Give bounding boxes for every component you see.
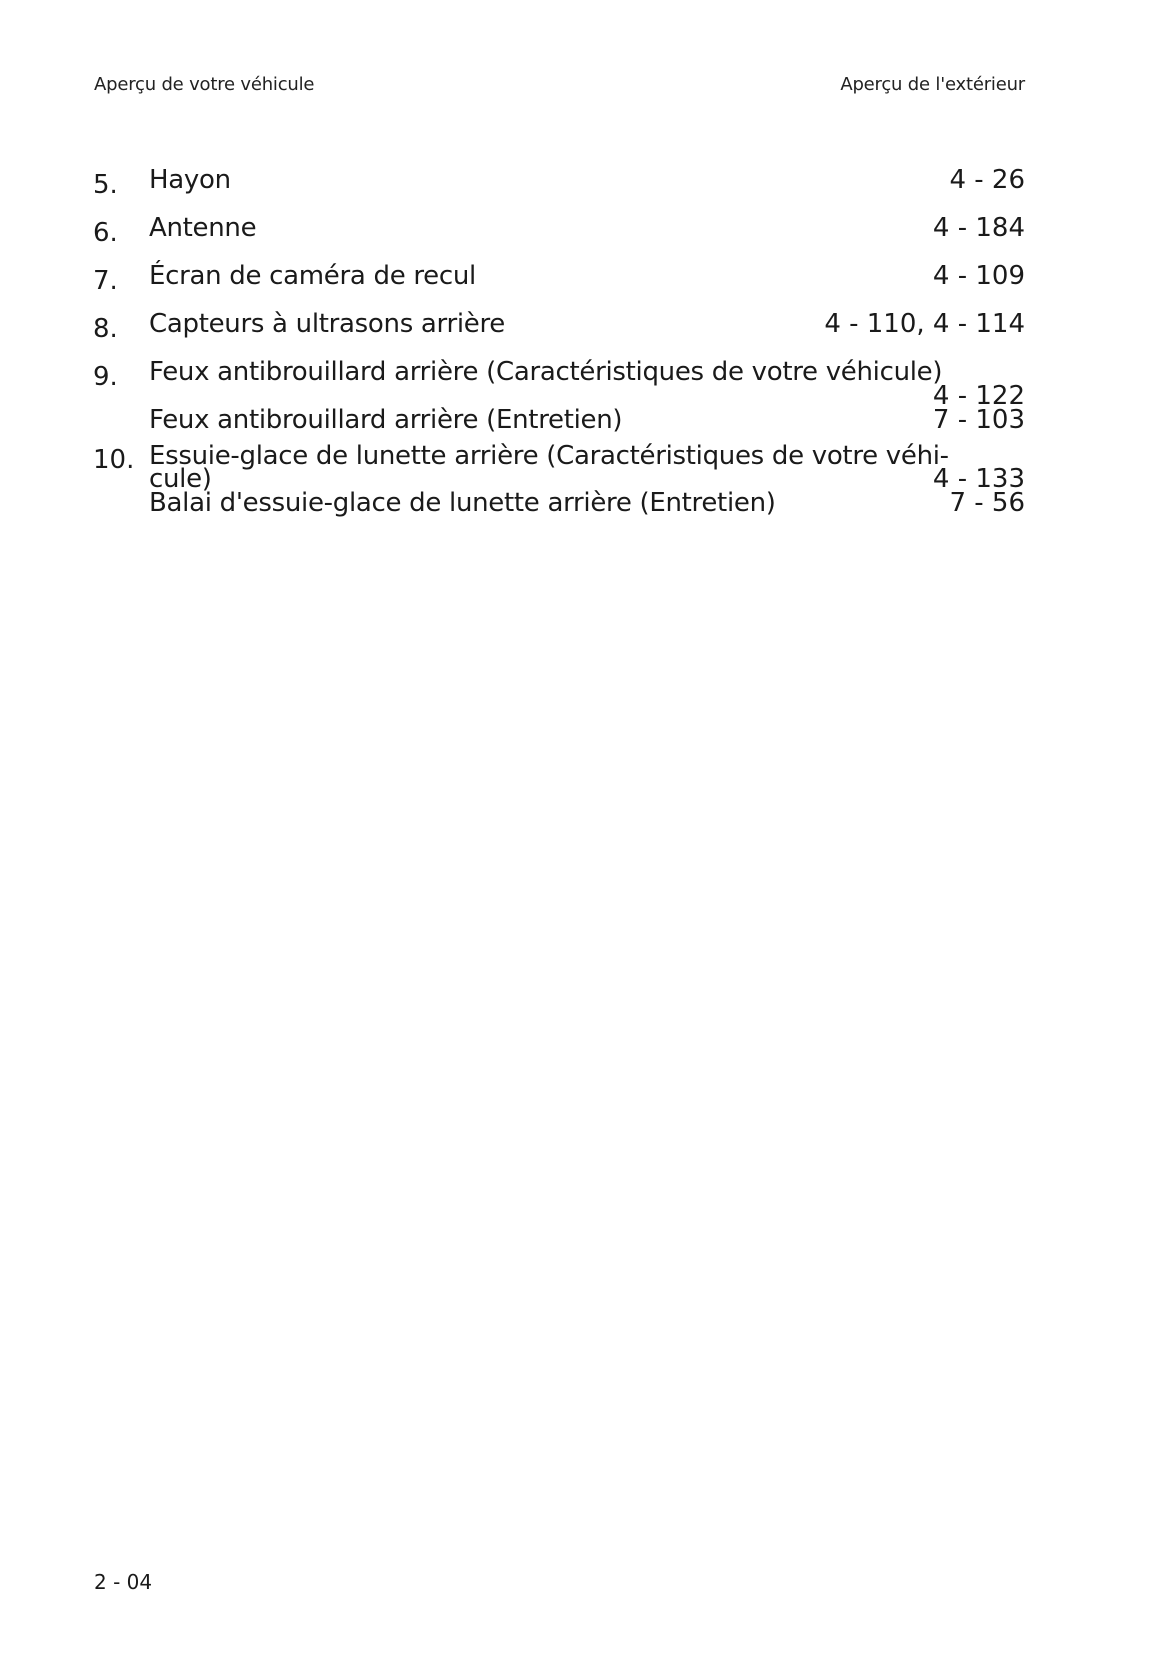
item-label: Écran de caméra de recul xyxy=(149,261,476,291)
item-number: 9. xyxy=(93,362,118,392)
item-page-ref: 4 - 110, 4 - 114 xyxy=(824,309,1025,339)
item-number: 8. xyxy=(93,314,118,344)
item-number: 5. xyxy=(93,170,118,200)
item-number: 10. xyxy=(93,445,135,475)
item-label-line2: cule) xyxy=(149,464,212,494)
item-sub-page-ref: 7 - 56 xyxy=(949,488,1025,518)
running-header-section: Aperçu de l'extérieur xyxy=(840,74,1025,95)
item-page-ref: 4 - 122 xyxy=(932,381,1025,411)
item-label: Hayon xyxy=(149,165,231,195)
item-number: 6. xyxy=(93,218,118,248)
item-page-ref: 4 - 26 xyxy=(949,165,1025,195)
item-label-line1: Essuie-glace de lunette arrière (Caractéristiques de votre véhi- xyxy=(149,441,949,471)
item-sub-label: Balai d'essuie-glace de lunette arrière (Entretien) xyxy=(149,488,776,518)
page-number: 2 - 04 xyxy=(94,1570,153,1594)
item-sub-page-ref: 7 - 103 xyxy=(932,405,1025,435)
item-sub-label: Feux antibrouillard arrière (Entretien) xyxy=(149,405,623,435)
item-page-ref: 4 - 109 xyxy=(932,261,1025,291)
item-page-ref: 4 - 184 xyxy=(932,213,1025,243)
item-number: 7. xyxy=(93,266,118,296)
running-header-chapter: Aperçu de votre véhicule xyxy=(94,74,315,95)
item-page-ref: 4 - 133 xyxy=(932,464,1025,494)
item-label: Feux antibrouillard arrière (Caractéristiques de votre véhicule) xyxy=(149,357,943,387)
item-label: Capteurs à ultrasons arrière xyxy=(149,309,506,339)
item-label: Antenne xyxy=(149,213,257,243)
